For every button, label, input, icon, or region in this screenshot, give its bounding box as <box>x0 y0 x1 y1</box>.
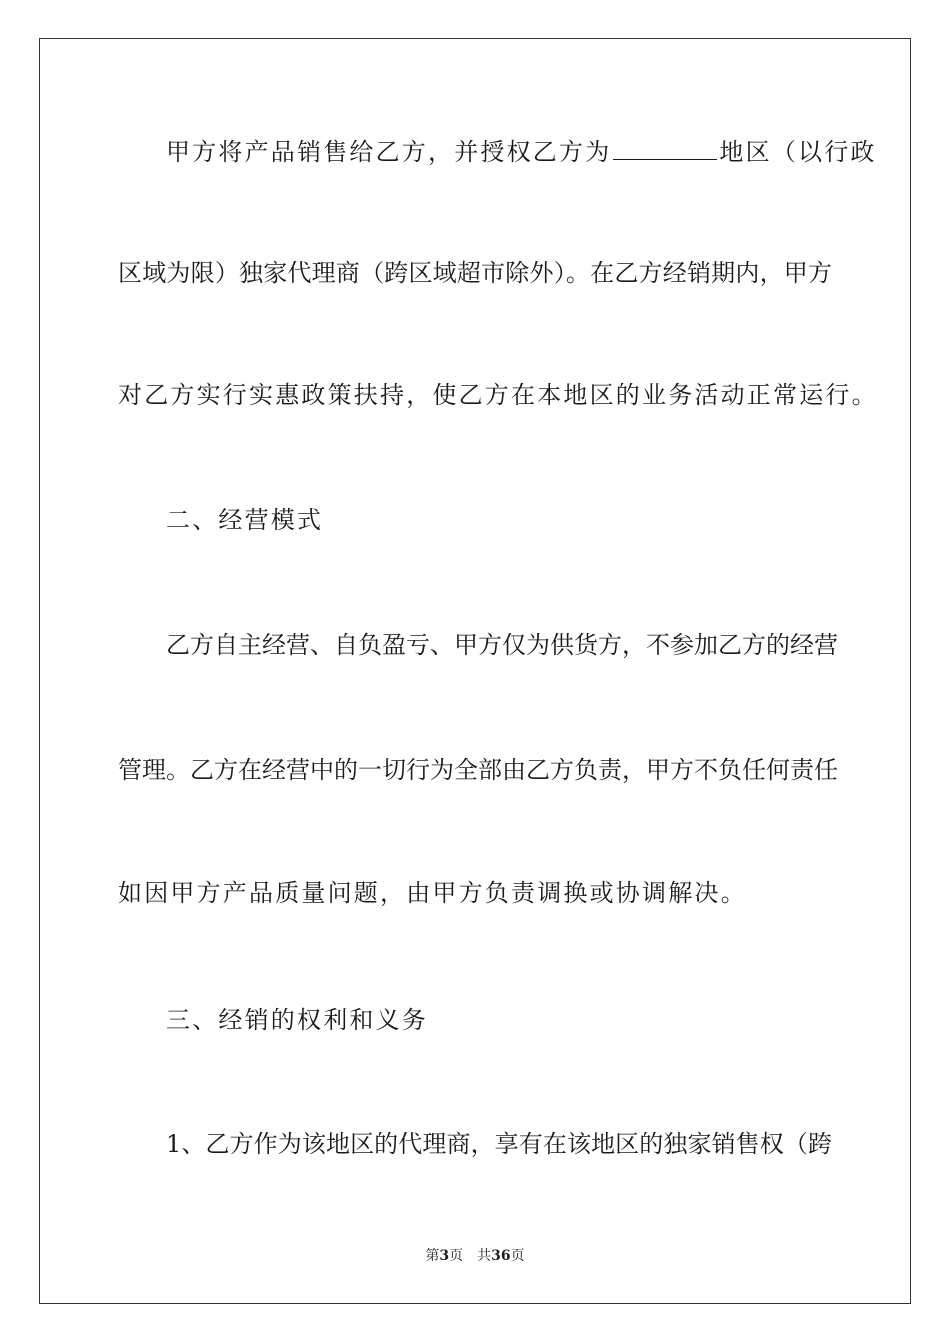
section-heading-2: 二、经营模式 <box>166 506 324 534</box>
paragraph-line-7: 1、乙方作为该地区的代理商，享有在该地区的独家销售权（跨 <box>166 1130 832 1158</box>
total-suffix: 页 <box>510 1248 525 1264</box>
paragraph-line-5: 管理。乙方在经营中的一切行为全部由乙方负责，甲方不负任何责任 <box>118 756 838 784</box>
total-pages: 36 <box>491 1248 511 1264</box>
paragraph-line-1 <box>166 137 877 167</box>
paragraph-line-4: 乙方自主经营、自负盈亏、甲方仅为供货方，不参加乙方的经营 <box>166 631 838 659</box>
fill-in-blank-region[interactable] <box>613 139 717 160</box>
paragraph-line-6: 如因甲方产品质量问题，由甲方负责调换或协调解决。 <box>118 879 747 907</box>
page-number: 3 <box>439 1248 450 1264</box>
line-text-pre-blank: 甲方将产品销售给乙方，并授权乙方为 <box>166 138 612 166</box>
page-suffix: 页 <box>449 1248 464 1264</box>
page-footer <box>0 1247 950 1265</box>
paragraph-line-3: 对乙方实行实惠政策扶持，使乙方在本地区的业务活动正常运行。 <box>118 381 878 409</box>
total-prefix: 共 <box>477 1248 492 1264</box>
page-border <box>39 38 911 1304</box>
paragraph-line-2: 区域为限）独家代理商（跨区域超市除外）。在乙方经销期内，甲方 <box>118 259 832 287</box>
page-prefix: 第 <box>425 1248 440 1264</box>
section-heading-3: 三、经销的权利和义务 <box>166 1006 428 1034</box>
line-text-post-blank: 地区（以行政 <box>719 138 877 166</box>
